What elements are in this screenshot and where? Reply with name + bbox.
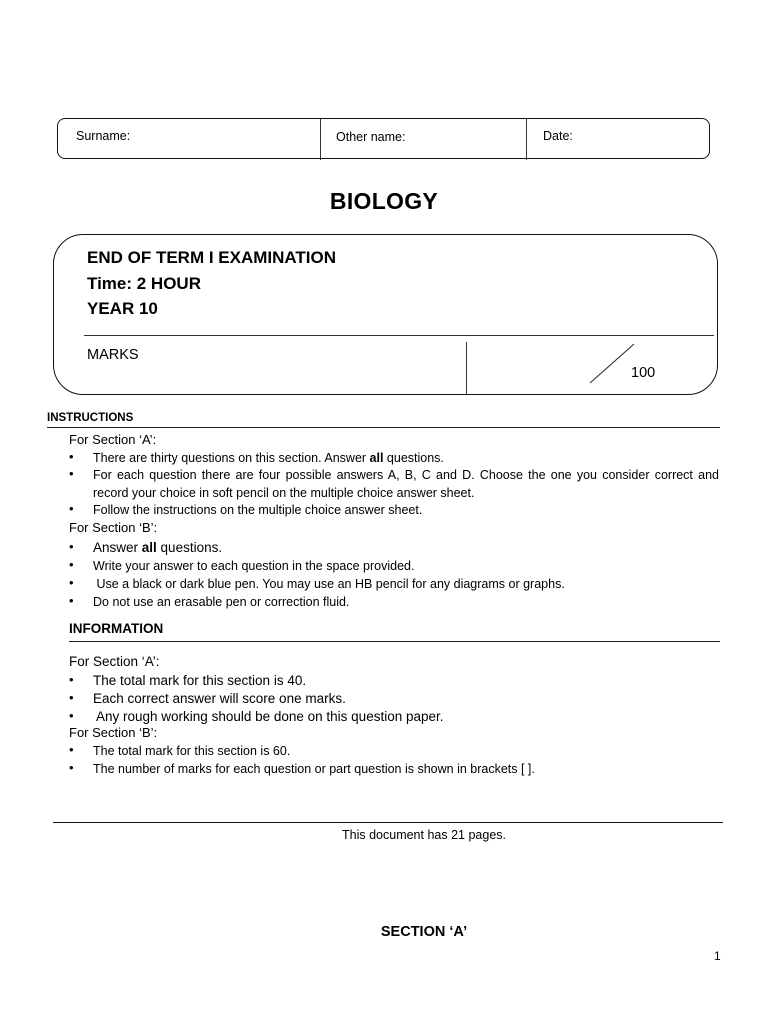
footer-rule <box>53 822 723 823</box>
information-section-a-label: For Section ‘A’: <box>69 654 160 669</box>
bullet-icon: • <box>69 593 74 608</box>
marks-total: 100 <box>631 365 656 381</box>
surname-label: Surname: <box>76 129 131 143</box>
other-name-label: Other name: <box>336 130 406 144</box>
bullet-icon: • <box>69 575 74 590</box>
bullet-icon: • <box>69 557 74 572</box>
exam-year: YEAR 10 <box>87 299 158 318</box>
exam-box-divider <box>84 335 714 336</box>
bullet-icon: • <box>69 760 74 775</box>
page-count-note: This document has 21 pages. <box>342 828 506 842</box>
section-a-heading: SECTION ‘A’ <box>380 924 468 940</box>
marks-label: MARKS <box>87 347 139 363</box>
exam-info-box <box>53 234 718 395</box>
instructions-section-b-label: For Section ‘B’: <box>69 520 158 535</box>
subject-title: BIOLOGY <box>329 188 439 214</box>
bullet-icon: • <box>69 742 74 757</box>
information-heading: INFORMATION <box>69 621 164 636</box>
marks-divider <box>466 342 467 394</box>
information-rule <box>69 641 720 642</box>
instructions-heading: INSTRUCTIONS <box>47 412 134 424</box>
name-box-divider <box>526 119 527 160</box>
date-label: Date: <box>543 129 573 143</box>
bullet-icon: • <box>69 466 74 481</box>
bullet-icon: • <box>69 501 74 516</box>
instructions-section-a-label: For Section ‘A’: <box>69 432 157 447</box>
bullet-icon: • <box>69 539 74 554</box>
exam-duration: Time: 2 HOUR <box>87 274 201 293</box>
bullet-icon: • <box>69 708 74 723</box>
bullet-icon: • <box>69 690 74 705</box>
bullet-icon: • <box>69 672 74 687</box>
student-details-box <box>57 118 710 159</box>
bullet-icon: • <box>69 449 74 464</box>
information-section-b-label: For Section ‘B’: <box>69 725 158 740</box>
instructions-rule <box>47 427 720 428</box>
exam-name: END OF TERM I EXAMINATION <box>87 248 337 267</box>
name-box-divider <box>320 119 321 160</box>
page-number: 1 <box>714 949 721 963</box>
